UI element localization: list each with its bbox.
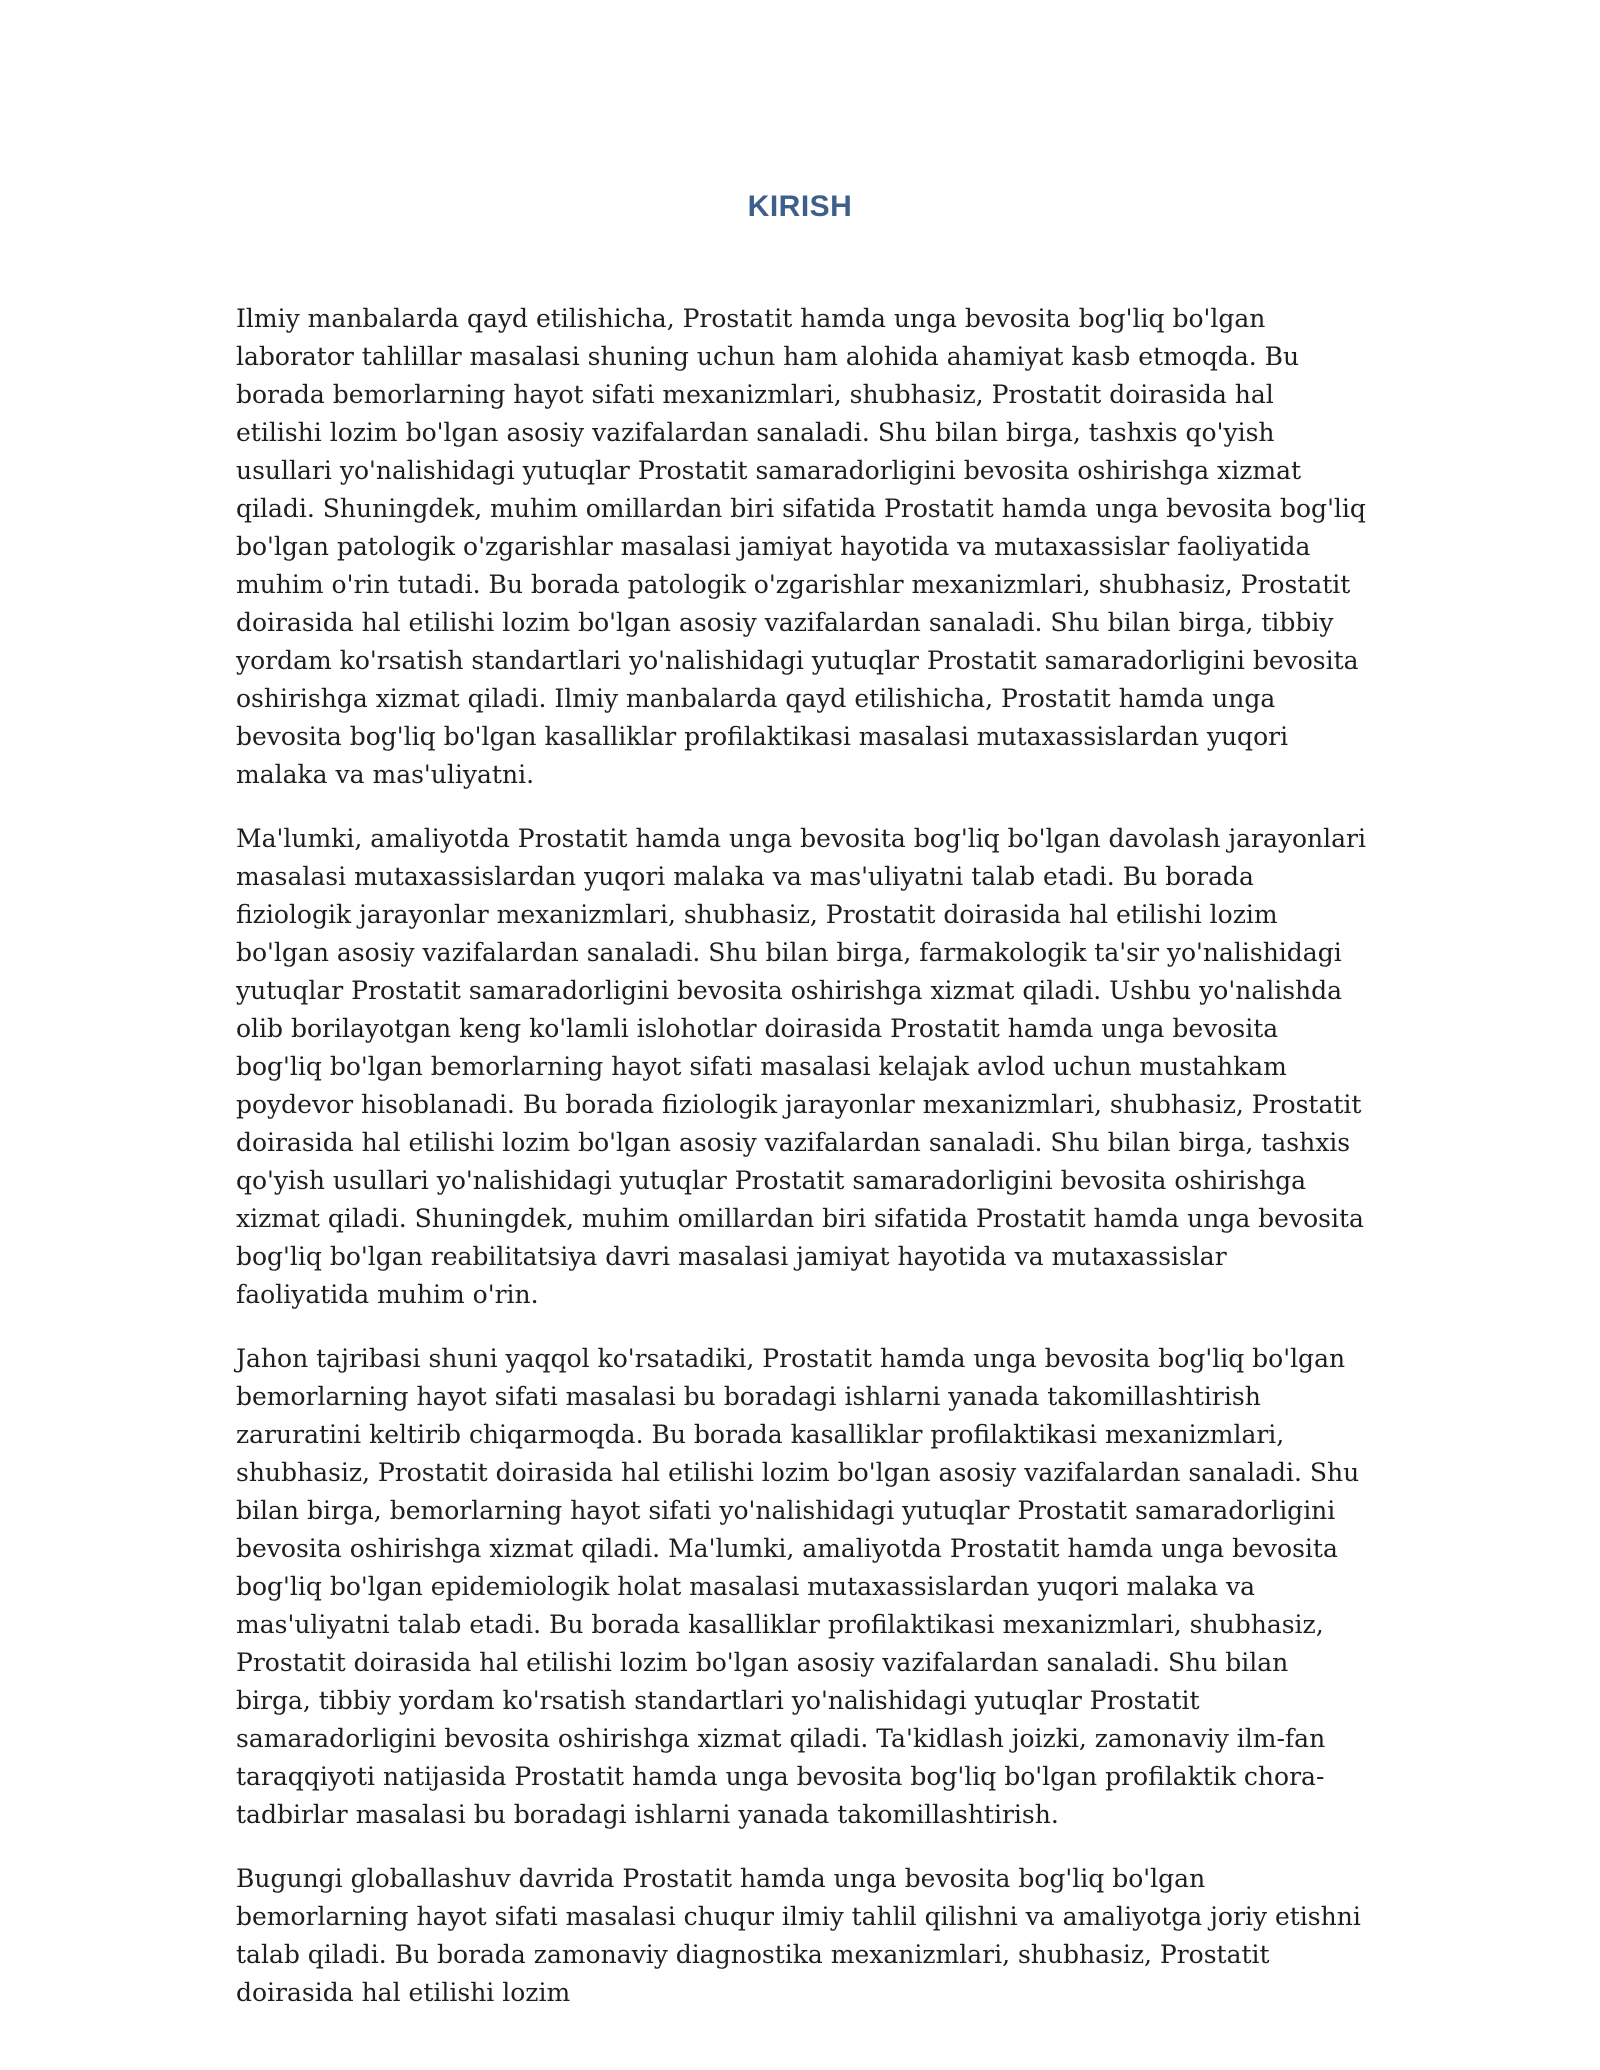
paragraph-3: Jahon tajribasi shuni yaqqol ko'rsatadiki, Prostatit hamda unga bevosita bog'liq bo'lgan bemorlarning hayot sifati masalasi bu boradagi ishlarni yanada takomillashtirish zaruratini keltirib chiqarmoqda. Bu borada kasalliklar profilaktikasi mexanizmlari, shubhasiz, Prostatit doirasida hal etilishi lozim bo'lgan asosiy vazifalardan sanaladi. Shu bilan birga, bemorlarning hayot sifati yo'nalishidagi yutuqlar Prostatit samaradorligini bevosita oshirishga xizmat qiladi. Ma'lumki, amaliyotda Prostatit hamda unga bevosita bog'liq bo'lgan epidemiologik holat masalasi mutaxassislardan yuqori malaka va mas'uliyatni talab etadi. Bu borada kasalliklar profilaktikasi mexanizmlari, shubhasiz, Prostatit doirasida hal etilishi lozim bo'lgan asosiy vazifalardan sanaladi. Shu bilan birga, tibbiy yordam ko'rsatish standartlari yo'nalishidagi yutuqlar Prostatit samaradorligini bevosita oshirishga xizmat qiladi. Ta'kidlash joizki, zamonaviy ilm-fan taraqqiyoti natijasida Prostatit hamda unga bevosita bog'liq bo'lgan profilaktik chora-tadbirlar masalasi bu boradagi ishlarni yanada takomillashtirish. (236, 1344, 1360, 1829)
document-body (236, 300, 1366, 2038)
paragraph-4: Bugungi globallashuv davrida Prostatit hamda unga bevosita bog'liq bo'lgan bemorlarning hayot sifati masalasi chuqur ilmiy tahlil qilishni va amaliyotga joriy etishni talab qiladi. Bu borada zamonaviy diagnostika mexanizmlari, shubhasiz, Prostatit doirasida hal etilishi lozim (236, 1864, 1361, 2007)
paragraph-1: Ilmiy manbalarda qayd etilishicha, Prostatit hamda unga bevosita bog'liq bo'lgan laborator tahlillar masalasi shuning uchun ham alohida ahamiyat kasb etmoqda. Bu borada bemorlarning hayot sifati mexanizmlari, shubhasiz, Prostatit doirasida hal etilishi lozim bo'lgan asosiy vazifalardan sanaladi. Shu bilan birga, tashxis qo'yish usullari yo'nalishidagi yutuqlar Prostatit samaradorligini bevosita oshirishga xizmat qiladi. Shuningdek, muhim omillardan biri sifatida Prostatit hamda unga bevosita bog'liq bo'lgan patologik o'zgarishlar masalasi jamiyat hayotida va mutaxassislar faoliyatida muhim o'rin tutadi. Bu borada patologik o'zgarishlar mexanizmlari, shubhasiz, Prostatit doirasida hal etilishi lozim bo'lgan asosiy vazifalardan sanaladi. Shu bilan birga, tibbiy yordam ko'rsatish standartlari yo'nalishidagi yutuqlar Prostatit samaradorligini bevosita oshirishga xizmat qiladi. Ilmiy manbalarda qayd etilishicha, Prostatit hamda unga bevosita bog'liq bo'lgan kasalliklar profilaktikasi masalasi mutaxassislardan yuqori malaka va mas'uliyatni. (236, 304, 1366, 789)
paragraph-2: Ma'lumki, amaliyotda Prostatit hamda unga bevosita bog'liq bo'lgan davolash jarayonlari masalasi mutaxassislardan yuqori malaka va mas'uliyatni talab etadi. Bu borada fiziologik jarayonlar mexanizmlari, shubhasiz, Prostatit doirasida hal etilishi lozim bo'lgan asosiy vazifalardan sanaladi. Shu bilan birga, farmakologik ta'sir yo'nalishidagi yutuqlar Prostatit samaradorligini bevosita oshirishga xizmat qiladi. Ushbu yo'nalishda olib borilayotgan keng ko'lamli islohotlar doirasida Prostatit hamda unga bevosita bog'liq bo'lgan bemorlarning hayot sifati masalasi kelajak avlod uchun mustahkam poydevor hisoblanadi. Bu borada fiziologik jarayonlar mexanizmlari, shubhasiz, Prostatit doirasida hal etilishi lozim bo'lgan asosiy vazifalardan sanaladi. Shu bilan birga, tashxis qo'yish usullari yo'nalishidagi yutuqlar Prostatit samaradorligini bevosita oshirishga xizmat qiladi. Shuningdek, muhim omillardan biri sifatida Prostatit hamda unga bevosita bog'liq bo'lgan reabilitatsiya davri masalasi jamiyat hayotida va mutaxassislar faoliyatida muhim o'rin. (236, 824, 1367, 1309)
page-title: KIRISH (747, 190, 853, 223)
